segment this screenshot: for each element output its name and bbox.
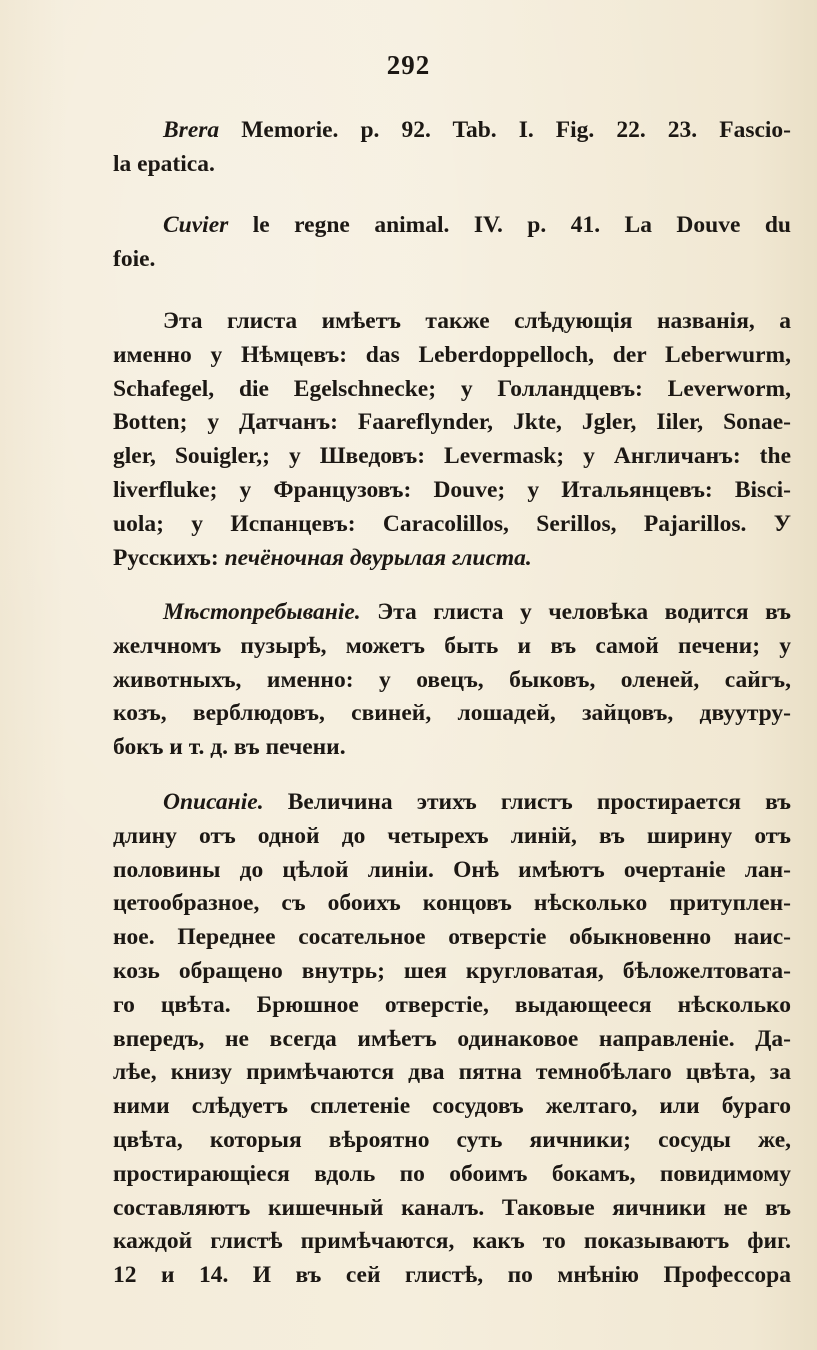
reference-brera-line2: la epatica.: [113, 150, 215, 177]
description-line: ними слѣдуетъ сплетеніе сосудовъ желтаго, или бураго: [113, 1093, 791, 1120]
paragraph-habitat: [113, 596, 791, 765]
names-line: Schafegel, die Egelschnecke; у Голландцевъ: Leverworm,: [113, 375, 791, 402]
description-heading: Описаніе.: [163, 789, 264, 815]
description-line: го цвѣта. Брюшное отверстіе, выдающееся нѣсколько: [113, 991, 791, 1018]
description-line: впередъ, не всегда имѣетъ одинаковое направленіе. Да-: [113, 1025, 791, 1052]
habitat-line: животныхъ, именно: у овецъ, быковъ, оленей, сайгъ,: [113, 666, 791, 693]
reference-cuvier-text: le regne animal. IV. p. 41. La Douve du: [228, 212, 791, 238]
names-last-prefix: Русскихъ:: [113, 544, 225, 571]
description-line: половины до цѣлой линіи. Онѣ имѣютъ очертаніе лан-: [113, 856, 791, 883]
reference-cuvier-line2: foie.: [113, 245, 156, 272]
description-line: Величина этихъ глистъ простирается въ: [263, 789, 791, 815]
names-line: Эта глиста имѣетъ также слѣдующія названія, а: [163, 308, 791, 334]
description-line: ное. Переднее сосательное отверстіе обыкновенно наис-: [113, 924, 791, 951]
description-line: длину отъ одной до четырехъ линій, въ ширину отъ: [113, 822, 791, 849]
names-line: именно у Нѣмцевъ: das Leberdoppelloch, der Leberwurm,: [113, 341, 791, 368]
description-line: простирающіеся вдоль по обоимъ бокамъ, повидимому: [113, 1160, 791, 1187]
description-line: козь обращено внутрь; шея кругловатая, бѣложелтовата-: [113, 957, 791, 984]
habitat-heading: Мѣстопребываніе.: [163, 599, 361, 625]
names-line: uola; у Испанцевъ: Caracolillos, Serillos, Pajarillos. У: [113, 510, 791, 537]
description-line: цвѣта, которыя вѣроятно суть яичники; сосуды же,: [113, 1126, 791, 1153]
names-line: liverfluke; у Французовъ: Douve; у Итальянцевъ: Bisci-: [113, 476, 791, 503]
reference-brera: [113, 114, 791, 182]
russian-name: печёночная двурылая глиста.: [224, 544, 532, 571]
names-line: Botten; у Датчанъ: Faareflynder, Jkte, Jgler, Iiler, Sonae-: [113, 409, 791, 436]
habitat-line: бокъ и т. д. въ печени.: [113, 734, 346, 761]
habitat-line: Эта глиста у человѣка водится въ: [360, 599, 791, 625]
author-brera: Brera: [163, 117, 220, 143]
description-line: цетообразное, съ обоихъ концовъ нѣсколько притуплен-: [113, 890, 791, 917]
author-cuvier: Cuvier: [163, 212, 229, 238]
paragraph-description: [113, 786, 791, 1293]
reference-cuvier: [113, 209, 791, 277]
habitat-line: козъ, верблюдовъ, свиней, лошадей, зайцовъ, двуутру-: [113, 700, 791, 727]
description-line: лѣе, книзу примѣчаются два пятна темнобѣлаго цвѣта, за: [113, 1059, 791, 1086]
paragraph-names: [113, 305, 791, 575]
description-line: 12 и 14. И въ сей глистѣ, по мнѣнію Профессора: [113, 1262, 791, 1289]
description-line: каждой глистѣ примѣчаются, какъ то показываютъ фиг.: [113, 1228, 791, 1255]
reference-brera-text: Memorie. p. 92. Tab. I. Fig. 22. 23. Fascio-: [219, 117, 791, 143]
page-number: 292: [386, 50, 431, 80]
description-line: составляютъ кишечный каналъ. Таковые яичники не въ: [113, 1194, 791, 1221]
habitat-line: желчномъ пузырѣ, можетъ быть и въ самой печени; у: [113, 632, 791, 659]
names-line: gler, Souigler,; у Шведовъ: Levermask; у Англичанъ: the: [113, 443, 791, 470]
